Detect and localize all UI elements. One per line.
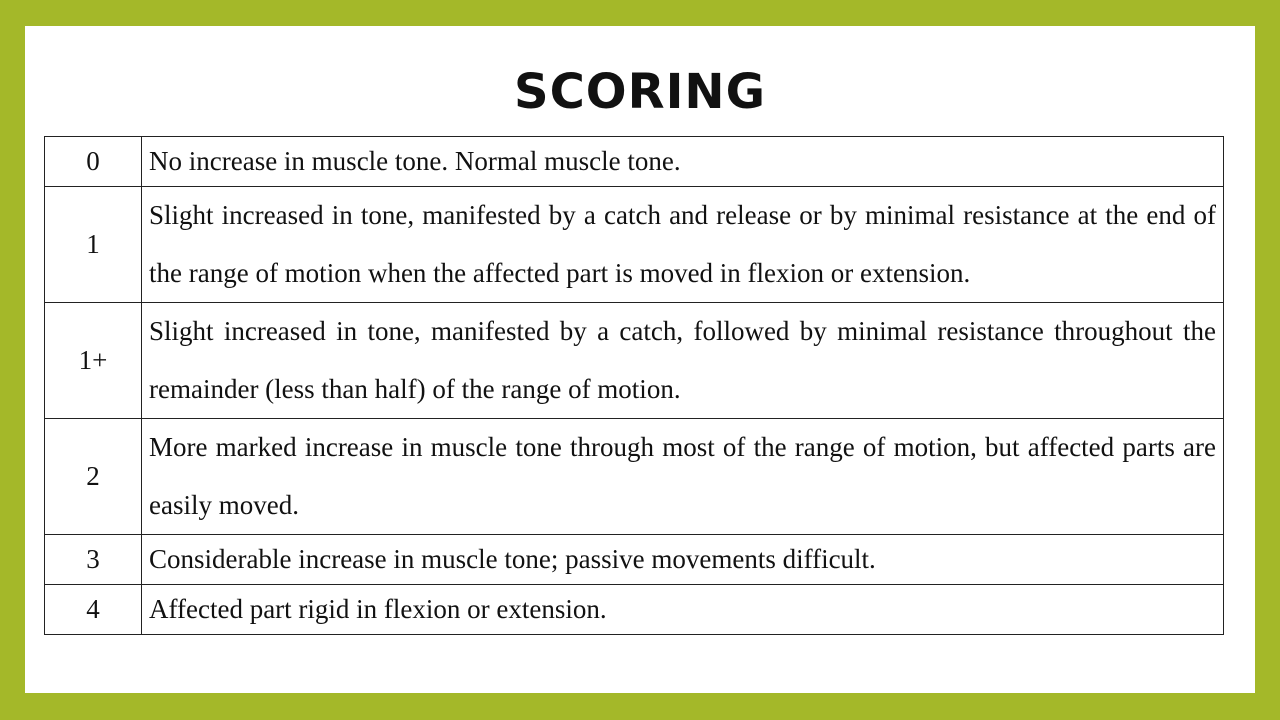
table-row	[45, 535, 1224, 585]
table-row	[45, 419, 1224, 535]
score-cell: 1+	[45, 303, 142, 419]
score-cell: 0	[45, 137, 142, 187]
table-row	[45, 137, 1224, 187]
table-row	[45, 303, 1224, 419]
slide	[25, 26, 1255, 693]
description-cell: No increase in muscle tone. Normal muscle tone.	[142, 137, 1224, 187]
score-cell: 1	[45, 187, 142, 303]
table-row	[45, 187, 1224, 303]
description-cell: More marked increase in muscle tone through most of the range of motion, but affected parts are easily moved.	[142, 419, 1224, 535]
score-cell: 2	[45, 419, 142, 535]
slide-title: SCORING	[514, 64, 766, 120]
description-cell: Slight increased in tone, manifested by a catch and release or by minimal resistance at the end of the range of motion when the affected part is moved in flexion or extension.	[142, 187, 1224, 303]
scoring-table	[44, 136, 1224, 635]
description-cell: Considerable increase in muscle tone; passive movements difficult.	[142, 535, 1224, 585]
score-cell: 4	[45, 585, 142, 635]
score-cell: 3	[45, 535, 142, 585]
table-row	[45, 585, 1224, 635]
description-cell: Affected part rigid in flexion or extension.	[142, 585, 1224, 635]
description-cell: Slight increased in tone, manifested by a catch, followed by minimal resistance throughout the remainder (less than half) of the range of motion.	[142, 303, 1224, 419]
